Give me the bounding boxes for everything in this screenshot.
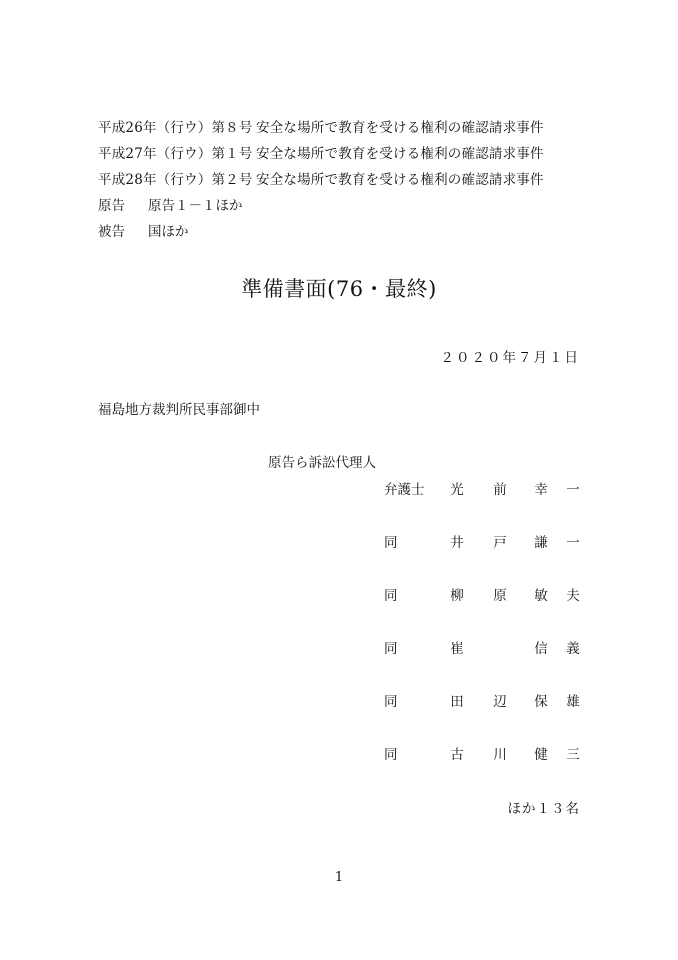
- document-date: ２０２０年７月１日: [440, 350, 580, 366]
- lawyer-row: [384, 478, 580, 498]
- lawyer-row: [384, 743, 580, 763]
- lawyer-name-char: 原: [493, 588, 507, 604]
- lawyer-name-char: 敏: [534, 588, 548, 604]
- lawyer-name-char: 前: [493, 482, 507, 498]
- lawyer-role: 同: [384, 747, 398, 763]
- lawyer-name-char: 夫: [566, 588, 580, 604]
- lawyer-name-char: 戸: [493, 535, 507, 551]
- court-addressee: 福島地方裁判所民事部御中: [98, 402, 260, 418]
- lawyer-role: 同: [384, 535, 398, 551]
- lawyer-name-char: 義: [566, 641, 580, 657]
- lawyer-role: 同: [384, 694, 398, 710]
- lawyer-role: 同: [384, 641, 398, 657]
- lawyer-name-char: 古: [450, 747, 464, 763]
- lawyer-name-char: 幸: [534, 482, 548, 498]
- case-line-2: [98, 142, 544, 162]
- defendant-line: [98, 220, 189, 240]
- lawyer-name-char: 雄: [566, 694, 580, 710]
- others-count: ほか１３名: [507, 801, 580, 817]
- lawyer-row: [384, 584, 580, 604]
- defendant-name: 国ほか: [148, 224, 189, 240]
- lawyer-name-char: 一: [566, 535, 580, 551]
- lawyer-name-char: 信: [534, 641, 548, 657]
- lawyer-name-char: 崔: [450, 641, 464, 657]
- plaintiff-label: 原告: [98, 198, 125, 214]
- case-line-3: [98, 168, 544, 188]
- lawyer-name-char: 光: [450, 482, 464, 498]
- lawyer-role: 弁護士: [384, 482, 425, 498]
- lawyer-name-char: 田: [450, 694, 464, 710]
- document-title: 準備書面(76・最終): [241, 277, 437, 301]
- plaintiff-line: [98, 194, 243, 214]
- lawyer-name-char: 井: [450, 535, 464, 551]
- lawyer-name-char: 謙: [534, 535, 548, 551]
- lawyer-name-char: 三: [566, 747, 580, 763]
- page-number: 1: [334, 870, 344, 885]
- lawyer-name-char: 川: [493, 747, 507, 763]
- lawyer-name-char: 辺: [493, 694, 507, 710]
- lawyer-name-char: 健: [534, 747, 548, 763]
- lawyer-row: [384, 637, 580, 657]
- lawyer-name-char: 保: [534, 694, 548, 710]
- case-title: 安全な場所で教育を受ける権利の確認請求事件: [256, 146, 544, 162]
- case-line-1: [98, 116, 544, 136]
- plaintiff-name: 原告１－１ほか: [148, 198, 243, 214]
- case-number: 平成28年（行ウ）第２号: [98, 172, 253, 188]
- lawyer-name-char: 柳: [450, 588, 464, 604]
- lawyer-role: 同: [384, 588, 398, 604]
- counsel-heading: 原告ら訴訟代理人: [268, 455, 376, 471]
- lawyer-name-char: 一: [566, 482, 580, 498]
- case-number: 平成27年（行ウ）第１号: [98, 146, 253, 162]
- defendant-label: 被告: [98, 224, 125, 240]
- case-title: 安全な場所で教育を受ける権利の確認請求事件: [256, 172, 544, 188]
- lawyer-row: [384, 531, 580, 551]
- case-title: 安全な場所で教育を受ける権利の確認請求事件: [256, 120, 544, 136]
- case-number: 平成26年（行ウ）第８号: [98, 120, 253, 136]
- lawyer-row: [384, 690, 580, 710]
